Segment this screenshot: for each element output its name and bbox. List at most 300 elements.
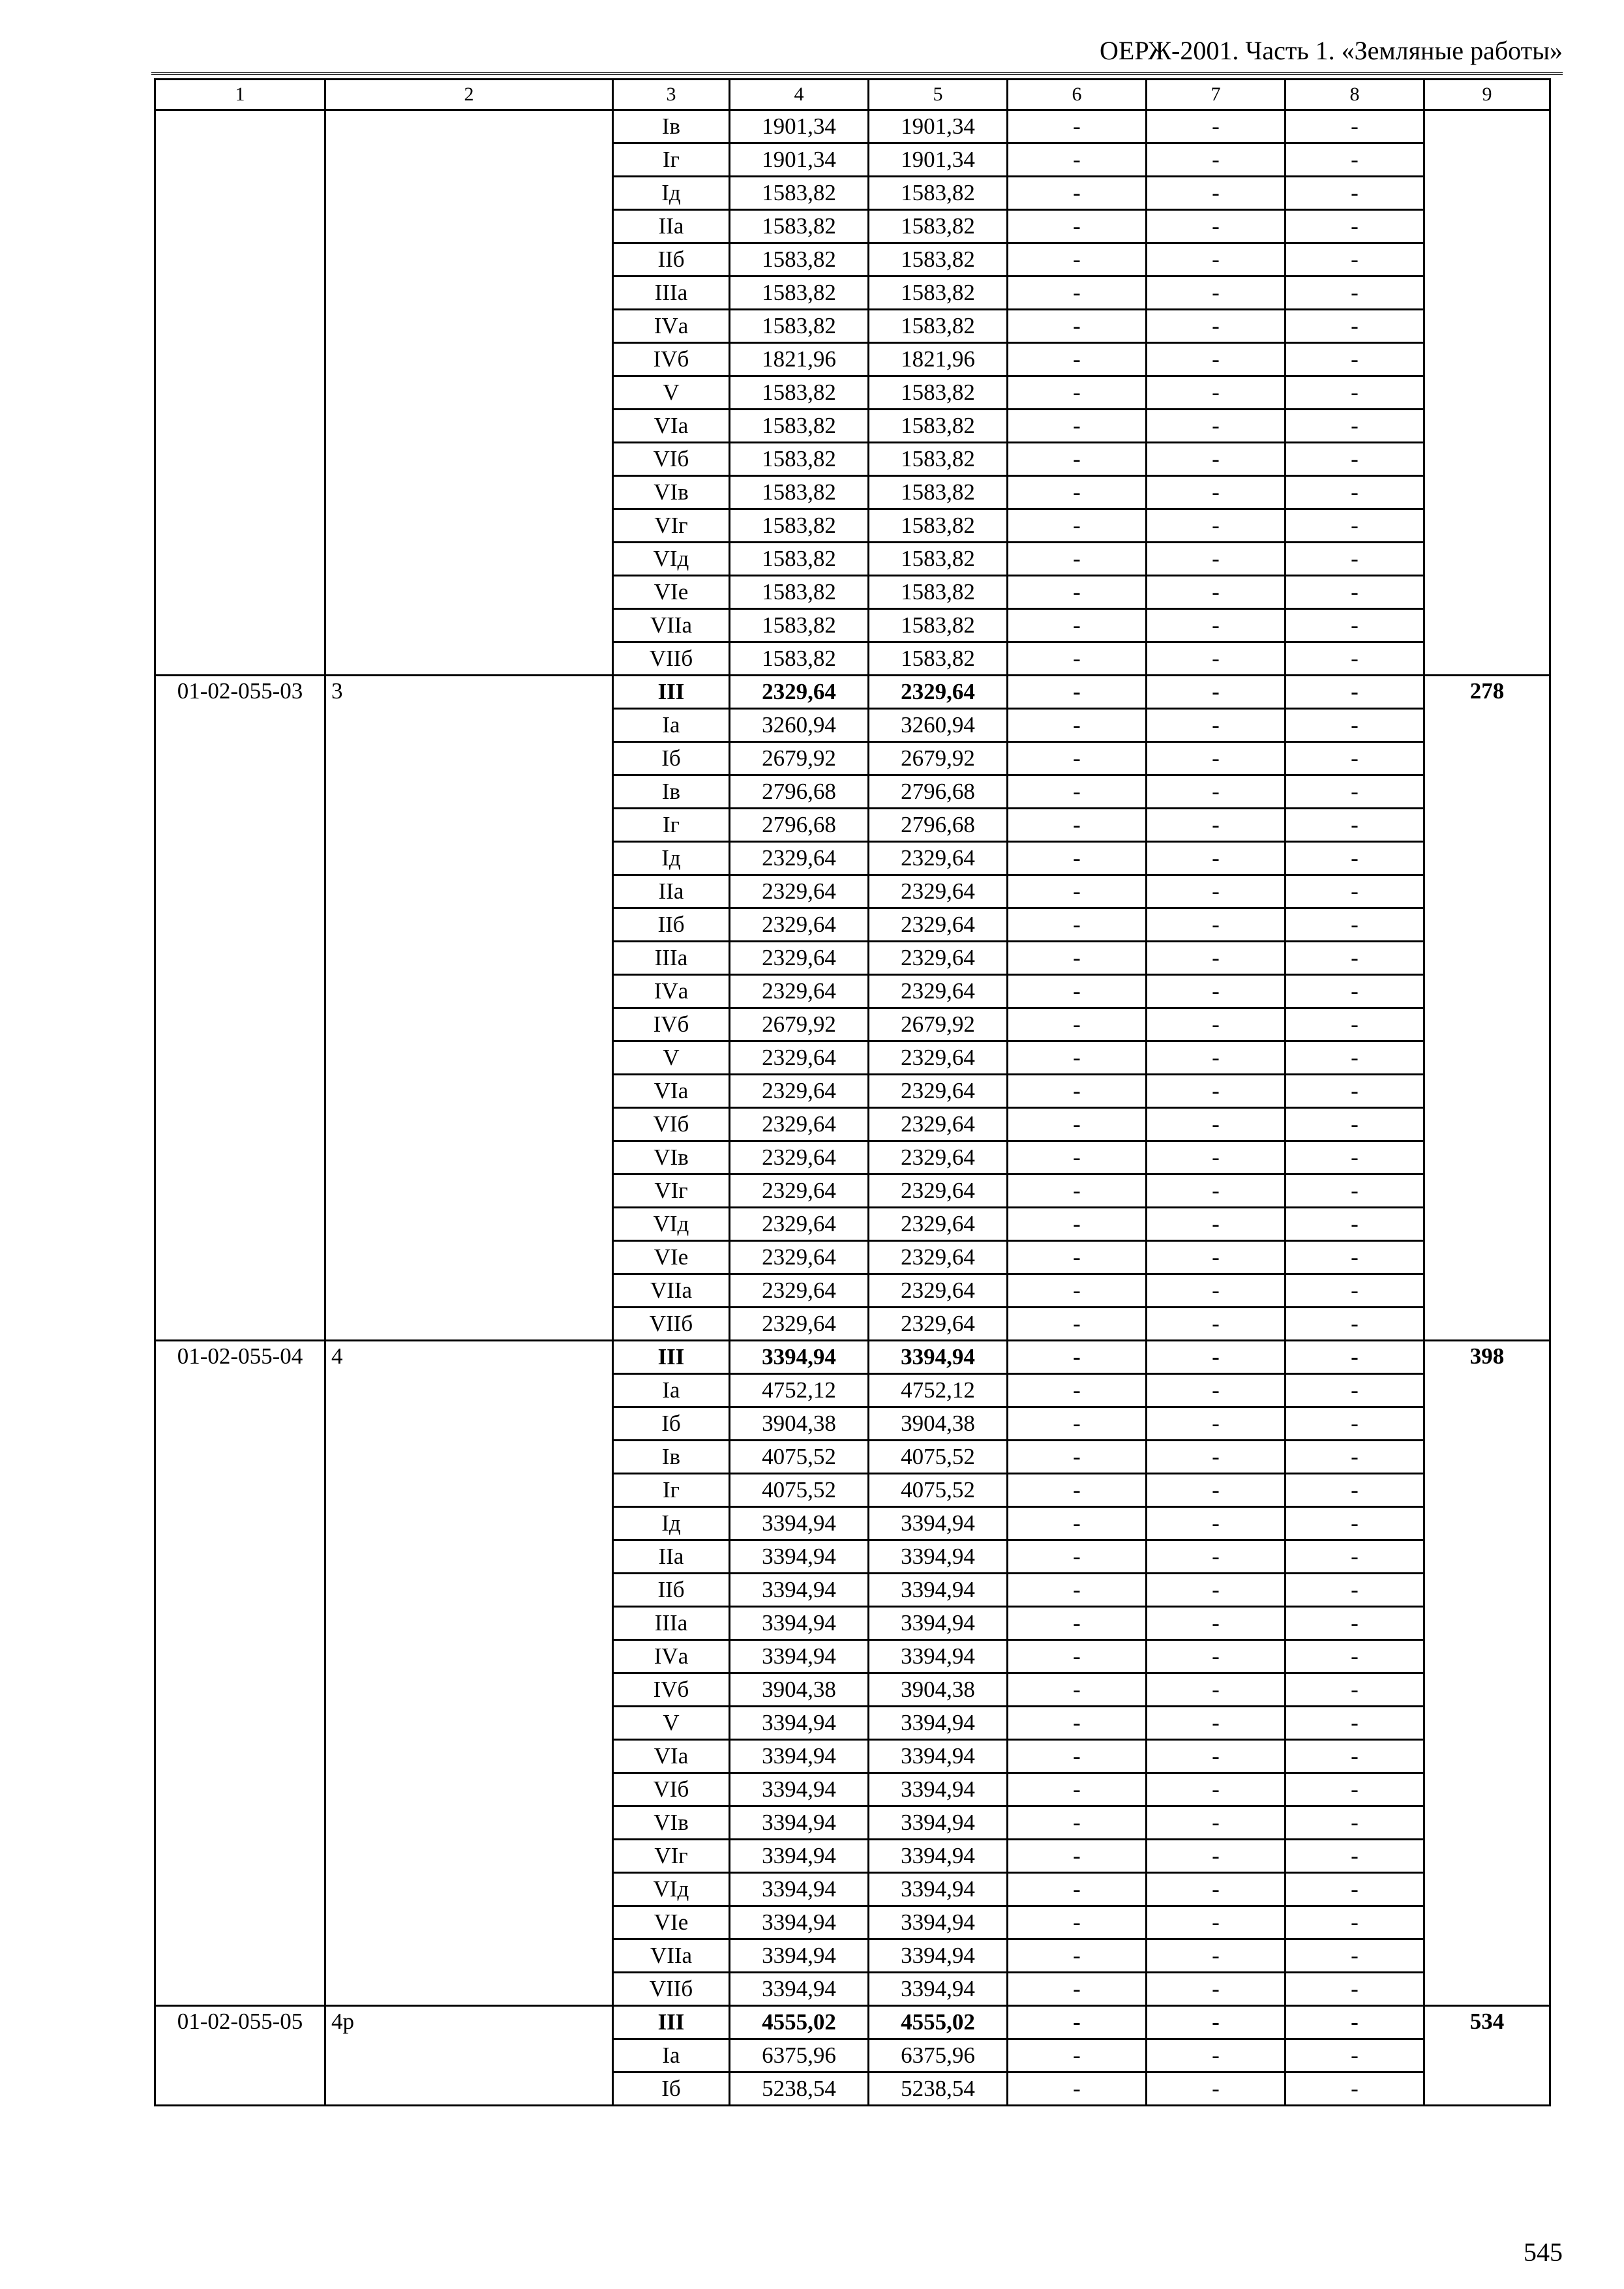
- value-col-7: -: [1147, 110, 1286, 143]
- value-col-8: -: [1286, 1707, 1424, 1740]
- value-col-8: -: [1286, 143, 1424, 177]
- value-col-7: -: [1147, 1973, 1286, 2006]
- soil-category: IIIа: [613, 277, 730, 310]
- value-col-7: -: [1147, 1840, 1286, 1873]
- value-col-6: -: [1008, 1274, 1147, 1308]
- rate-code: 01-02-055-04: [155, 1341, 325, 2006]
- soil-category: Iг: [613, 809, 730, 842]
- column-number-row: [155, 80, 1550, 110]
- value-col-5: 3394,94: [869, 1873, 1008, 1906]
- value-col-7: -: [1147, 1141, 1286, 1174]
- value-col-6: -: [1008, 1041, 1147, 1075]
- norms-table-body: [155, 110, 1550, 2106]
- value-col-4: 3394,94: [730, 1507, 869, 1540]
- value-col-4: 1821,96: [730, 343, 869, 376]
- value-col-8: -: [1286, 775, 1424, 809]
- rate-name: 4р: [325, 2006, 613, 2106]
- value-col-5: 2329,64: [869, 1075, 1008, 1108]
- value-col-4: 3394,94: [730, 1607, 869, 1640]
- value-col-4: 3394,94: [730, 1740, 869, 1773]
- value-col-5: 5238,54: [869, 2072, 1008, 2106]
- value-col-5: 4555,02: [869, 2006, 1008, 2039]
- soil-category: IIа: [613, 875, 730, 908]
- value-col-8: -: [1286, 1341, 1424, 1374]
- soil-category: Iа: [613, 2039, 730, 2072]
- soil-category: VIIа: [613, 1939, 730, 1973]
- value-col-6: -: [1008, 1374, 1147, 1407]
- value-col-8: -: [1286, 310, 1424, 343]
- value-col-8: -: [1286, 1474, 1424, 1507]
- value-col-6: -: [1008, 1673, 1147, 1707]
- value-col-6: -: [1008, 908, 1147, 942]
- value-col-5: 2329,64: [869, 908, 1008, 942]
- soil-category: VIб: [613, 1108, 730, 1141]
- value-col-8: -: [1286, 709, 1424, 742]
- value-col-6: -: [1008, 975, 1147, 1008]
- value-col-4: 1583,82: [730, 642, 869, 676]
- value-col-8: -: [1286, 1208, 1424, 1241]
- value-col-4: 2329,64: [730, 975, 869, 1008]
- value-col-7: -: [1147, 709, 1286, 742]
- value-col-4: 2329,64: [730, 842, 869, 875]
- value-col-4: 3904,38: [730, 1673, 869, 1707]
- value-col-4: 1583,82: [730, 177, 869, 210]
- value-col-5: 4075,52: [869, 1474, 1008, 1507]
- rate-name: [325, 110, 613, 676]
- value-col-7: -: [1147, 2072, 1286, 2106]
- soil-category: VIб: [613, 1773, 730, 1806]
- value-col-4: 2796,68: [730, 809, 869, 842]
- value-col-8: -: [1286, 509, 1424, 543]
- soil-category: VIг: [613, 509, 730, 543]
- value-col-5: 3394,94: [869, 1341, 1008, 1374]
- value-col-4: 3394,94: [730, 1540, 869, 1574]
- value-col-5: 1583,82: [869, 310, 1008, 343]
- soil-category: IIб: [613, 1574, 730, 1607]
- value-col-5: 1583,82: [869, 476, 1008, 509]
- value-col-4: 2329,64: [730, 875, 869, 908]
- value-col-5: 1583,82: [869, 543, 1008, 576]
- value-col-4: 3394,94: [730, 1640, 869, 1673]
- rate-name: 4: [325, 1341, 613, 2006]
- value-col-5: 3394,94: [869, 1906, 1008, 1939]
- value-col-6: -: [1008, 110, 1147, 143]
- soil-category: Iб: [613, 2072, 730, 2106]
- value-col-8: -: [1286, 1507, 1424, 1540]
- value-col-7: -: [1147, 1241, 1286, 1274]
- value-col-5: 2329,64: [869, 875, 1008, 908]
- value-col-7: -: [1147, 1008, 1286, 1041]
- value-col-4: 1901,34: [730, 110, 869, 143]
- value-col-8: -: [1286, 343, 1424, 376]
- value-col-7: -: [1147, 1075, 1286, 1108]
- value-col-8: -: [1286, 1640, 1424, 1673]
- value-col-4: 4075,52: [730, 1474, 869, 1507]
- value-col-5: 3394,94: [869, 1740, 1008, 1773]
- soil-category: VIIб: [613, 642, 730, 676]
- value-col-6: -: [1008, 243, 1147, 277]
- soil-category: IVа: [613, 1640, 730, 1673]
- value-col-8: -: [1286, 676, 1424, 709]
- value-col-5: 2796,68: [869, 809, 1008, 842]
- value-col-7: -: [1147, 1308, 1286, 1341]
- value-col-6: -: [1008, 809, 1147, 842]
- value-col-8: -: [1286, 376, 1424, 410]
- value-col-8: -: [1286, 1607, 1424, 1640]
- value-col-4: 3394,94: [730, 1341, 869, 1374]
- value-col-5: 1583,82: [869, 277, 1008, 310]
- value-col-7: -: [1147, 410, 1286, 443]
- value-col-7: -: [1147, 476, 1286, 509]
- value-col-4: 1583,82: [730, 210, 869, 243]
- value-col-7: -: [1147, 1374, 1286, 1407]
- value-col-6: -: [1008, 476, 1147, 509]
- value-col-5: 3394,94: [869, 1540, 1008, 1574]
- value-col-5: 3394,94: [869, 1707, 1008, 1740]
- value-col-7: -: [1147, 443, 1286, 476]
- value-col-8: -: [1286, 210, 1424, 243]
- value-col-4: 2329,64: [730, 1308, 869, 1341]
- value-col-6: -: [1008, 1108, 1147, 1141]
- rate-code: 01-02-055-05: [155, 2006, 325, 2106]
- value-col-7: -: [1147, 1607, 1286, 1640]
- value-col-7: -: [1147, 509, 1286, 543]
- value-col-5: 2329,64: [869, 1108, 1008, 1141]
- value-col-4: 1583,82: [730, 410, 869, 443]
- value-col-5: 3394,94: [869, 1507, 1008, 1540]
- value-col-7: -: [1147, 1540, 1286, 1574]
- soil-category: VIг: [613, 1174, 730, 1208]
- value-col-8: -: [1286, 1174, 1424, 1208]
- soil-category: IIIа: [613, 1607, 730, 1640]
- value-col-7: -: [1147, 1740, 1286, 1773]
- value-col-5: 2329,64: [869, 1141, 1008, 1174]
- value-col-5: 3394,94: [869, 1840, 1008, 1873]
- value-col-4: 2329,64: [730, 1108, 869, 1141]
- value-col-4: 3394,94: [730, 1574, 869, 1607]
- value-col-8: -: [1286, 1241, 1424, 1274]
- page-number: 545: [1524, 2237, 1563, 2267]
- value-col-5: 2329,64: [869, 842, 1008, 875]
- value-col-5: 1583,82: [869, 576, 1008, 609]
- value-col-7: -: [1147, 1707, 1286, 1740]
- value-col-4: 4075,52: [730, 1441, 869, 1474]
- value-col-5: 1821,96: [869, 343, 1008, 376]
- value-col-6: -: [1008, 1707, 1147, 1740]
- norms-table: [154, 78, 1551, 2106]
- value-col-6: -: [1008, 277, 1147, 310]
- value-col-7: -: [1147, 1806, 1286, 1840]
- soil-category: IVб: [613, 1008, 730, 1041]
- value-col-6: -: [1008, 143, 1147, 177]
- soil-category: VIд: [613, 1873, 730, 1906]
- value-col-7: -: [1147, 2006, 1286, 2039]
- soil-category: VIа: [613, 410, 730, 443]
- value-col-5: 2329,64: [869, 1208, 1008, 1241]
- soil-category: IVб: [613, 1673, 730, 1707]
- value-col-5: 3394,94: [869, 1806, 1008, 1840]
- value-col-6: -: [1008, 1773, 1147, 1806]
- value-col-4: 3394,94: [730, 1707, 869, 1740]
- value-col-8: -: [1286, 1108, 1424, 1141]
- value-col-7: -: [1147, 1108, 1286, 1141]
- value-col-4: 1583,82: [730, 277, 869, 310]
- value-col-6: -: [1008, 1806, 1147, 1840]
- value-col-7: -: [1147, 975, 1286, 1008]
- value-col-4: 1583,82: [730, 376, 869, 410]
- value-col-6: -: [1008, 1008, 1147, 1041]
- value-col-7: -: [1147, 775, 1286, 809]
- value-col-6: -: [1008, 177, 1147, 210]
- value-col-7: -: [1147, 1474, 1286, 1507]
- value-col-5: 6375,96: [869, 2039, 1008, 2072]
- value-col-5: 2329,64: [869, 1174, 1008, 1208]
- value-col-6: -: [1008, 1407, 1147, 1441]
- value-col-6: -: [1008, 1607, 1147, 1640]
- soil-category: VIе: [613, 1906, 730, 1939]
- value-col-7: -: [1147, 1407, 1286, 1441]
- value-col-4: 1583,82: [730, 609, 869, 642]
- value-col-4: 3394,94: [730, 1773, 869, 1806]
- value-col-5: 3904,38: [869, 1673, 1008, 1707]
- value-col-7: -: [1147, 1673, 1286, 1707]
- value-col-5: 3394,94: [869, 1574, 1008, 1607]
- value-col-5: 2329,64: [869, 942, 1008, 975]
- value-col-8: -: [1286, 2072, 1424, 2106]
- value-col-5: 2329,64: [869, 1274, 1008, 1308]
- rate-code: [155, 110, 325, 676]
- value-col-8: -: [1286, 1873, 1424, 1906]
- value-col-7: -: [1147, 1274, 1286, 1308]
- value-col-5: 3394,94: [869, 1939, 1008, 1973]
- value-col-4: 1583,82: [730, 443, 869, 476]
- value-col-4: 3394,94: [730, 1873, 869, 1906]
- soil-category: Iв: [613, 1441, 730, 1474]
- value-col-4: 4555,02: [730, 2006, 869, 2039]
- soil-category: IIб: [613, 243, 730, 277]
- value-col-4: 3904,38: [730, 1407, 869, 1441]
- value-col-7: -: [1147, 177, 1286, 210]
- value-col-8: -: [1286, 443, 1424, 476]
- column-number: 7: [1147, 80, 1286, 110]
- rate-code: 01-02-055-03: [155, 676, 325, 1341]
- value-col-6: -: [1008, 1174, 1147, 1208]
- value-col-7: -: [1147, 1640, 1286, 1673]
- value-col-5: 1583,82: [869, 210, 1008, 243]
- value-col-4: 3394,94: [730, 1806, 869, 1840]
- value-col-6: -: [1008, 1939, 1147, 1973]
- value-col-7: -: [1147, 1341, 1286, 1374]
- index-value: 278: [1424, 676, 1550, 1341]
- soil-category: VIIб: [613, 1308, 730, 1341]
- value-col-8: -: [1286, 1141, 1424, 1174]
- soil-category: Iа: [613, 1374, 730, 1407]
- value-col-6: -: [1008, 1640, 1147, 1673]
- soil-category: VIв: [613, 476, 730, 509]
- value-col-8: -: [1286, 177, 1424, 210]
- value-col-4: 1583,82: [730, 509, 869, 543]
- value-col-5: 1583,82: [869, 376, 1008, 410]
- value-col-7: -: [1147, 2039, 1286, 2072]
- value-col-6: -: [1008, 642, 1147, 676]
- value-col-6: -: [1008, 2006, 1147, 2039]
- value-col-6: -: [1008, 543, 1147, 576]
- value-col-6: -: [1008, 1441, 1147, 1474]
- value-col-6: -: [1008, 1308, 1147, 1341]
- soil-category: Iб: [613, 742, 730, 775]
- value-col-7: -: [1147, 1873, 1286, 1906]
- value-col-6: -: [1008, 1241, 1147, 1274]
- value-col-7: -: [1147, 809, 1286, 842]
- table-row: [155, 110, 1550, 143]
- value-col-4: 2329,64: [730, 1141, 869, 1174]
- value-col-5: 1583,82: [869, 609, 1008, 642]
- value-col-5: 1583,82: [869, 410, 1008, 443]
- value-col-7: -: [1147, 1507, 1286, 1540]
- value-col-4: 6375,96: [730, 2039, 869, 2072]
- column-number: 6: [1008, 80, 1147, 110]
- soil-category: III: [613, 1341, 730, 1374]
- value-col-8: -: [1286, 642, 1424, 676]
- value-col-7: -: [1147, 742, 1286, 775]
- value-col-8: -: [1286, 1973, 1424, 2006]
- value-col-8: -: [1286, 908, 1424, 942]
- value-col-5: 2679,92: [869, 742, 1008, 775]
- value-col-5: 2329,64: [869, 975, 1008, 1008]
- soil-category: VIд: [613, 1208, 730, 1241]
- soil-category: IIIа: [613, 942, 730, 975]
- value-col-5: 4752,12: [869, 1374, 1008, 1407]
- value-col-4: 4752,12: [730, 1374, 869, 1407]
- value-col-5: 3904,38: [869, 1407, 1008, 1441]
- value-col-4: 1583,82: [730, 243, 869, 277]
- value-col-8: -: [1286, 2006, 1424, 2039]
- value-col-5: 3394,94: [869, 1640, 1008, 1673]
- value-col-7: -: [1147, 1773, 1286, 1806]
- value-col-8: -: [1286, 609, 1424, 642]
- value-col-7: -: [1147, 1574, 1286, 1607]
- soil-category: VIа: [613, 1740, 730, 1773]
- value-col-6: -: [1008, 376, 1147, 410]
- value-col-8: -: [1286, 875, 1424, 908]
- value-col-6: -: [1008, 709, 1147, 742]
- index-value: 534: [1424, 2006, 1550, 2106]
- soil-category: VIг: [613, 1840, 730, 1873]
- soil-category: IIа: [613, 210, 730, 243]
- soil-category: IVб: [613, 343, 730, 376]
- value-col-6: -: [1008, 676, 1147, 709]
- value-col-8: -: [1286, 1308, 1424, 1341]
- column-number: 9: [1424, 80, 1550, 110]
- value-col-6: -: [1008, 1740, 1147, 1773]
- value-col-8: -: [1286, 742, 1424, 775]
- soil-category: Iг: [613, 1474, 730, 1507]
- value-col-7: -: [1147, 875, 1286, 908]
- value-col-8: -: [1286, 277, 1424, 310]
- value-col-4: 1583,82: [730, 310, 869, 343]
- value-col-4: 5238,54: [730, 2072, 869, 2106]
- value-col-8: -: [1286, 1407, 1424, 1441]
- soil-category: IVа: [613, 310, 730, 343]
- soil-category: Iа: [613, 709, 730, 742]
- value-col-4: 2329,64: [730, 676, 869, 709]
- soil-category: VIе: [613, 1241, 730, 1274]
- soil-category: IIб: [613, 908, 730, 942]
- value-col-8: -: [1286, 942, 1424, 975]
- value-col-7: -: [1147, 1208, 1286, 1241]
- value-col-6: -: [1008, 609, 1147, 642]
- soil-category: III: [613, 2006, 730, 2039]
- value-col-4: 1901,34: [730, 143, 869, 177]
- value-col-4: 3260,94: [730, 709, 869, 742]
- value-col-4: 2679,92: [730, 1008, 869, 1041]
- value-col-4: 2679,92: [730, 742, 869, 775]
- value-col-4: 1583,82: [730, 476, 869, 509]
- value-col-5: 2679,92: [869, 1008, 1008, 1041]
- soil-category: Iв: [613, 775, 730, 809]
- value-col-6: -: [1008, 509, 1147, 543]
- value-col-8: -: [1286, 1008, 1424, 1041]
- soil-category: IIа: [613, 1540, 730, 1574]
- value-col-7: -: [1147, 642, 1286, 676]
- value-col-6: -: [1008, 1474, 1147, 1507]
- value-col-4: 3394,94: [730, 1939, 869, 1973]
- column-number: 8: [1286, 80, 1424, 110]
- value-col-7: -: [1147, 609, 1286, 642]
- value-col-7: -: [1147, 277, 1286, 310]
- value-col-5: 1583,82: [869, 509, 1008, 543]
- soil-category: Iб: [613, 1407, 730, 1441]
- value-col-7: -: [1147, 343, 1286, 376]
- value-col-4: 2329,64: [730, 942, 869, 975]
- value-col-6: -: [1008, 1973, 1147, 2006]
- value-col-8: -: [1286, 543, 1424, 576]
- value-col-4: 3394,94: [730, 1906, 869, 1939]
- value-col-5: 4075,52: [869, 1441, 1008, 1474]
- value-col-8: -: [1286, 1041, 1424, 1075]
- value-col-4: 2329,64: [730, 1208, 869, 1241]
- value-col-6: -: [1008, 875, 1147, 908]
- value-col-7: -: [1147, 143, 1286, 177]
- value-col-4: 2796,68: [730, 775, 869, 809]
- header-rule: [151, 72, 1563, 75]
- value-col-7: -: [1147, 908, 1286, 942]
- value-col-5: 2329,64: [869, 1241, 1008, 1274]
- soil-category: VIв: [613, 1806, 730, 1840]
- value-col-8: -: [1286, 1274, 1424, 1308]
- value-col-7: -: [1147, 1041, 1286, 1075]
- value-col-5: 2329,64: [869, 1308, 1008, 1341]
- value-col-6: -: [1008, 443, 1147, 476]
- soil-category: VIв: [613, 1141, 730, 1174]
- value-col-7: -: [1147, 376, 1286, 410]
- value-col-8: -: [1286, 1906, 1424, 1939]
- soil-category: VIб: [613, 443, 730, 476]
- value-col-7: -: [1147, 576, 1286, 609]
- value-col-4: 1583,82: [730, 543, 869, 576]
- value-col-4: 2329,64: [730, 1274, 869, 1308]
- value-col-7: -: [1147, 1906, 1286, 1939]
- value-col-5: 1583,82: [869, 177, 1008, 210]
- soil-category: III: [613, 676, 730, 709]
- value-col-6: -: [1008, 775, 1147, 809]
- soil-category: V: [613, 1707, 730, 1740]
- column-number: 2: [325, 80, 613, 110]
- soil-category: VIIа: [613, 609, 730, 642]
- table-row-main: [155, 676, 1550, 709]
- value-col-5: 1901,34: [869, 110, 1008, 143]
- value-col-8: -: [1286, 243, 1424, 277]
